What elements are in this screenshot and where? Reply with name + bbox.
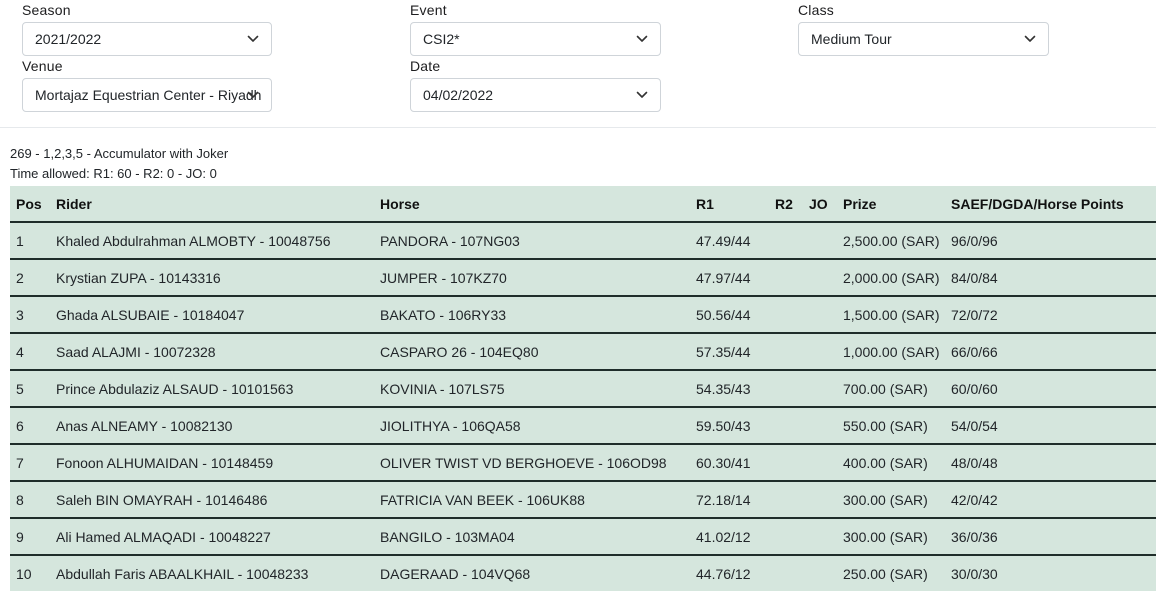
cell-pos: 3	[10, 296, 50, 333]
cell-jo	[803, 555, 837, 591]
chevron-down-icon	[247, 90, 259, 100]
cell-pos: 10	[10, 555, 50, 591]
cell-horse: DAGERAAD - 104VQ68	[374, 555, 690, 591]
cell-rider: Saad ALAJMI - 10072328	[50, 333, 374, 370]
cell-jo	[803, 407, 837, 444]
cell-points: 36/0/36	[945, 518, 1156, 555]
cell-prize: 1,000.00 (SAR)	[837, 333, 945, 370]
chevron-down-icon	[636, 34, 648, 44]
cell-rider: Fonoon ALHUMAIDAN - 10148459	[50, 444, 374, 481]
table-row	[10, 259, 1156, 296]
cell-jo	[803, 296, 837, 333]
season-select[interactable]	[22, 22, 272, 56]
cell-prize: 2,000.00 (SAR)	[837, 259, 945, 296]
cell-horse: JIOLITHYA - 106QA58	[374, 407, 690, 444]
cell-horse: OLIVER TWIST VD BERGHOEVE - 106OD98	[374, 444, 690, 481]
col-header-r1: R1	[690, 186, 769, 222]
season-select-value: 2021/2022	[35, 31, 102, 47]
cell-r2	[769, 296, 803, 333]
col-header-prize: Prize	[837, 186, 945, 222]
cell-jo	[803, 481, 837, 518]
cell-jo	[803, 222, 837, 259]
cell-r1: 44.76/12	[690, 555, 769, 591]
cell-pos: 5	[10, 370, 50, 407]
cell-jo	[803, 333, 837, 370]
cell-horse: FATRICIA VAN BEEK - 106UK88	[374, 481, 690, 518]
cell-r1: 72.18/14	[690, 481, 769, 518]
cell-horse: PANDORA - 107NG03	[374, 222, 690, 259]
cell-r2	[769, 407, 803, 444]
cell-prize: 250.00 (SAR)	[837, 555, 945, 591]
cell-jo	[803, 259, 837, 296]
cell-horse: BAKATO - 106RY33	[374, 296, 690, 333]
table-header-row	[10, 186, 1156, 222]
cell-pos: 7	[10, 444, 50, 481]
cell-prize: 700.00 (SAR)	[837, 370, 945, 407]
cell-points: 84/0/84	[945, 259, 1156, 296]
results-body	[10, 222, 1156, 591]
cell-r1: 59.50/43	[690, 407, 769, 444]
cell-pos: 6	[10, 407, 50, 444]
cell-pos: 8	[10, 481, 50, 518]
venue-select[interactable]	[22, 78, 272, 112]
event-label: Event	[410, 2, 447, 18]
cell-prize: 300.00 (SAR)	[837, 481, 945, 518]
table-row	[10, 222, 1156, 259]
table-row	[10, 518, 1156, 555]
cell-horse: CASPARO 26 - 104EQ80	[374, 333, 690, 370]
cell-points: 66/0/66	[945, 333, 1156, 370]
cell-jo	[803, 518, 837, 555]
cell-points: 96/0/96	[945, 222, 1156, 259]
cell-rider: Ghada ALSUBAIE - 10184047	[50, 296, 374, 333]
cell-horse: BANGILO - 103MA04	[374, 518, 690, 555]
table-row	[10, 296, 1156, 333]
cell-r2	[769, 518, 803, 555]
cell-r1: 54.35/43	[690, 370, 769, 407]
cell-rider: Abdullah Faris ABAALKHAIL - 10048233	[50, 555, 374, 591]
event-select[interactable]	[410, 22, 661, 56]
date-select[interactable]	[410, 78, 661, 112]
cell-pos: 1	[10, 222, 50, 259]
class-label: Class	[798, 2, 835, 18]
cell-points: 54/0/54	[945, 407, 1156, 444]
cell-r2	[769, 481, 803, 518]
table-row	[10, 481, 1156, 518]
cell-rider: Saleh BIN OMAYRAH - 10146486	[50, 481, 374, 518]
cell-pos: 4	[10, 333, 50, 370]
cell-points: 42/0/42	[945, 481, 1156, 518]
cell-r2	[769, 259, 803, 296]
table-row	[10, 407, 1156, 444]
class-select-value: Medium Tour	[811, 31, 892, 47]
event-select-value: CSI2*	[423, 31, 460, 47]
cell-points: 72/0/72	[945, 296, 1156, 333]
cell-r1: 47.97/44	[690, 259, 769, 296]
cell-rider: Ali Hamed ALMAQADI - 10048227	[50, 518, 374, 555]
cell-rider: Khaled Abdulrahman ALMOBTY - 10048756	[50, 222, 374, 259]
cell-r1: 57.35/44	[690, 333, 769, 370]
chevron-down-icon	[1024, 34, 1036, 44]
table-row	[10, 370, 1156, 407]
cell-r1: 47.49/44	[690, 222, 769, 259]
cell-jo	[803, 370, 837, 407]
filters-panel	[0, 0, 1156, 128]
cell-points: 30/0/30	[945, 555, 1156, 591]
cell-pos: 2	[10, 259, 50, 296]
col-header-pos: Pos	[10, 186, 50, 222]
cell-prize: 2,500.00 (SAR)	[837, 222, 945, 259]
cell-r2	[769, 333, 803, 370]
venue-select-value: Mortajaz Equestrian Center - Riyadh	[35, 87, 262, 103]
cell-horse: KOVINIA - 107LS75	[374, 370, 690, 407]
season-label: Season	[22, 2, 71, 18]
chevron-down-icon	[247, 34, 259, 44]
cell-prize: 1,500.00 (SAR)	[837, 296, 945, 333]
cell-r1: 60.30/41	[690, 444, 769, 481]
table-row	[10, 444, 1156, 481]
cell-prize: 400.00 (SAR)	[837, 444, 945, 481]
col-header-rider: Rider	[50, 186, 374, 222]
col-header-horse: Horse	[374, 186, 690, 222]
cell-horse: JUMPER - 107KZ70	[374, 259, 690, 296]
cell-r1: 41.02/12	[690, 518, 769, 555]
cell-rider: Krystian ZUPA - 10143316	[50, 259, 374, 296]
date-label: Date	[410, 58, 441, 74]
cell-r2	[769, 222, 803, 259]
competition-title: 269 - 1,2,3,5 - Accumulator with Joker	[10, 146, 229, 161]
time-allowed: Time allowed: R1: 60 - R2: 0 - JO: 0	[10, 166, 217, 181]
cell-r2	[769, 444, 803, 481]
cell-r2	[769, 555, 803, 591]
cell-points: 60/0/60	[945, 370, 1156, 407]
chevron-down-icon	[636, 90, 648, 100]
col-header-r2: R2	[769, 186, 803, 222]
table-row	[10, 333, 1156, 370]
cell-points: 48/0/48	[945, 444, 1156, 481]
col-header-points: SAEF/DGDA/Horse Points	[945, 186, 1156, 222]
cell-r1: 50.56/44	[690, 296, 769, 333]
cell-rider: Prince Abdulaziz ALSAUD - 10101563	[50, 370, 374, 407]
cell-r2	[769, 370, 803, 407]
table-row	[10, 555, 1156, 591]
cell-rider: Anas ALNEAMY - 10082130	[50, 407, 374, 444]
cell-pos: 9	[10, 518, 50, 555]
cell-jo	[803, 444, 837, 481]
class-select[interactable]	[798, 22, 1049, 56]
cell-prize: 550.00 (SAR)	[837, 407, 945, 444]
col-header-jo: JO	[803, 186, 837, 222]
date-select-value: 04/02/2022	[423, 87, 494, 103]
cell-prize: 300.00 (SAR)	[837, 518, 945, 555]
venue-label: Venue	[22, 58, 63, 74]
results-table	[10, 186, 1156, 591]
